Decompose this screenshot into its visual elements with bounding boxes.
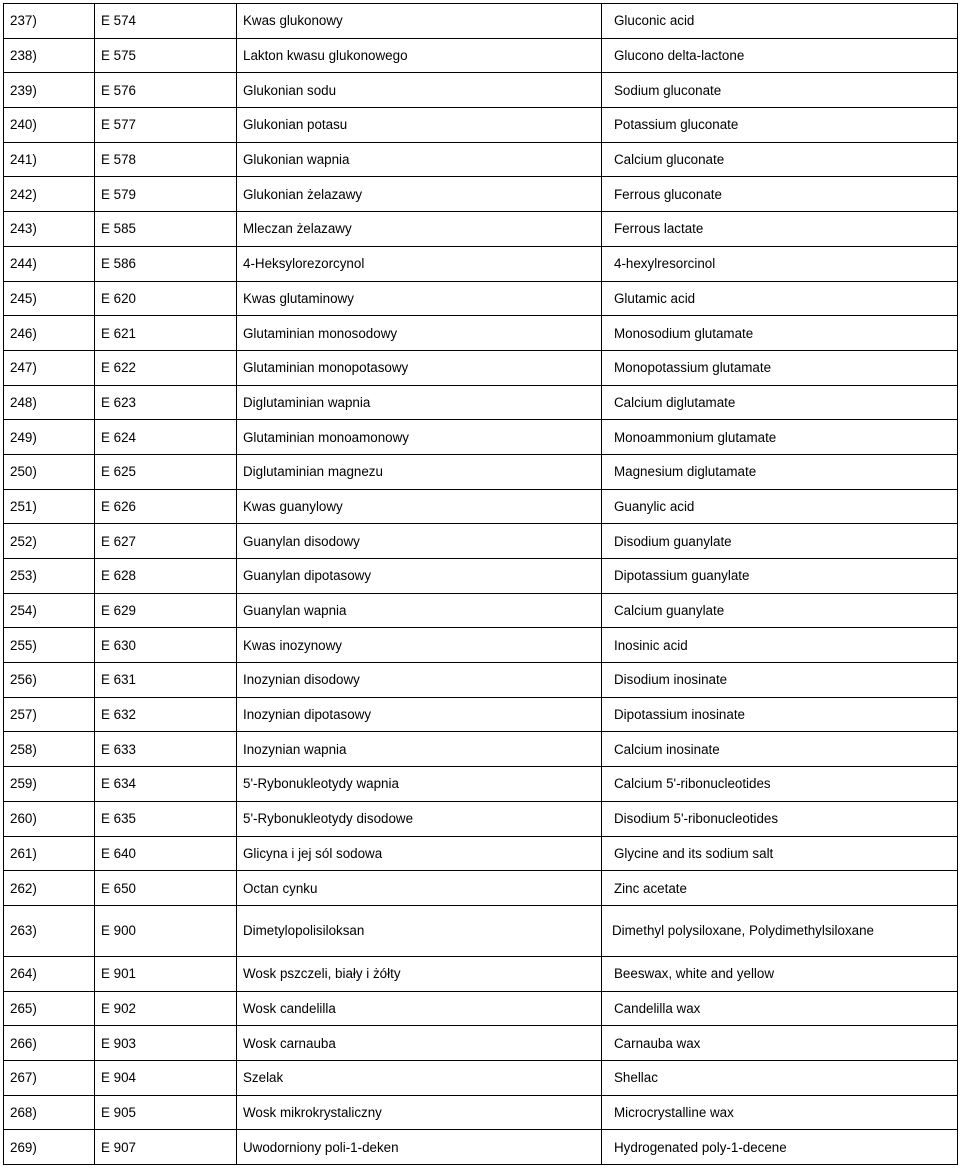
- e-number: E 579: [95, 177, 237, 212]
- additives-table-body: [4, 4, 958, 1165]
- english-name: Inosinic acid: [602, 628, 958, 663]
- english-name: Hydrogenated poly-1-decene: [602, 1130, 958, 1165]
- row-number: 245): [4, 281, 95, 316]
- table-row: [4, 108, 958, 143]
- table-row: [4, 991, 958, 1026]
- polish-name: Wosk pszczeli, biały i żółty: [237, 956, 602, 991]
- row-number: 247): [4, 350, 95, 385]
- polish-name: Glicyna i jej sól sodowa: [237, 836, 602, 871]
- polish-name: Wosk mikrokrystaliczny: [237, 1095, 602, 1130]
- english-name: Guanylic acid: [602, 489, 958, 524]
- polish-name: Kwas glutaminowy: [237, 281, 602, 316]
- row-number: 254): [4, 593, 95, 628]
- e-number: E 907: [95, 1130, 237, 1165]
- row-number: 268): [4, 1095, 95, 1130]
- e-number: E 574: [95, 4, 237, 39]
- row-number: 240): [4, 108, 95, 143]
- row-number: 253): [4, 559, 95, 594]
- polish-name: Glutaminian monopotasowy: [237, 350, 602, 385]
- table-row: [4, 350, 958, 385]
- e-number: E 577: [95, 108, 237, 143]
- english-name: Gluconic acid: [602, 4, 958, 39]
- row-number: 259): [4, 767, 95, 802]
- e-number: E 621: [95, 316, 237, 351]
- polish-name: Guanylan disodowy: [237, 524, 602, 559]
- polish-name: 5'-Rybonukleotydy disodowe: [237, 801, 602, 836]
- e-number: E 631: [95, 663, 237, 698]
- polish-name: Glutaminian monosodowy: [237, 316, 602, 351]
- polish-name: Diglutaminian magnezu: [237, 454, 602, 489]
- e-number: E 629: [95, 593, 237, 628]
- e-number: E 576: [95, 73, 237, 108]
- english-name: Monopotassium glutamate: [602, 350, 958, 385]
- polish-name: 5'-Rybonukleotydy wapnia: [237, 767, 602, 802]
- row-number: 243): [4, 212, 95, 247]
- row-number: 258): [4, 732, 95, 767]
- english-name: Ferrous lactate: [602, 212, 958, 247]
- table-row: [4, 593, 958, 628]
- row-number: 241): [4, 142, 95, 177]
- table-row: [4, 212, 958, 247]
- e-number: E 905: [95, 1095, 237, 1130]
- e-number: E 650: [95, 871, 237, 906]
- e-number: E 626: [95, 489, 237, 524]
- table-row: [4, 956, 958, 991]
- row-number: 239): [4, 73, 95, 108]
- table-row: [4, 663, 958, 698]
- polish-name: Guanylan wapnia: [237, 593, 602, 628]
- table-row: [4, 1130, 958, 1165]
- row-number: 246): [4, 316, 95, 351]
- e-number: E 630: [95, 628, 237, 663]
- e-number: E 585: [95, 212, 237, 247]
- table-row: [4, 524, 958, 559]
- english-name: Dipotassium guanylate: [602, 559, 958, 594]
- polish-name: Glukonian wapnia: [237, 142, 602, 177]
- row-number: 266): [4, 1026, 95, 1061]
- table-row: [4, 1026, 958, 1061]
- polish-name: Diglutaminian wapnia: [237, 385, 602, 420]
- table-row: [4, 385, 958, 420]
- polish-name: Mleczan żelazawy: [237, 212, 602, 247]
- e-number: E 640: [95, 836, 237, 871]
- e-number: E 900: [95, 905, 237, 956]
- english-name: Glucono delta-lactone: [602, 38, 958, 73]
- e-number: E 628: [95, 559, 237, 594]
- row-number: 237): [4, 4, 95, 39]
- row-number: 260): [4, 801, 95, 836]
- english-name: Disodium 5'-ribonucleotides: [602, 801, 958, 836]
- polish-name: 4-Heksylorezorcynol: [237, 246, 602, 281]
- table-row: [4, 142, 958, 177]
- table-row: [4, 697, 958, 732]
- table-row: [4, 246, 958, 281]
- polish-name: Kwas glukonowy: [237, 4, 602, 39]
- polish-name: Glukonian żelazawy: [237, 177, 602, 212]
- polish-name: Kwas inozynowy: [237, 628, 602, 663]
- english-name: 4-hexylresorcinol: [602, 246, 958, 281]
- polish-name: Wosk candelilla: [237, 991, 602, 1026]
- e-number: E 624: [95, 420, 237, 455]
- polish-name: Inozynian wapnia: [237, 732, 602, 767]
- row-number: 262): [4, 871, 95, 906]
- table-row: [4, 38, 958, 73]
- english-name: Monosodium glutamate: [602, 316, 958, 351]
- polish-name: Inozynian disodowy: [237, 663, 602, 698]
- e-number: E 622: [95, 350, 237, 385]
- row-number: 238): [4, 38, 95, 73]
- e-number: E 575: [95, 38, 237, 73]
- row-number: 248): [4, 385, 95, 420]
- polish-name: Octan cynku: [237, 871, 602, 906]
- english-name: Calcium 5'-ribonucleotides: [602, 767, 958, 802]
- e-number: E 632: [95, 697, 237, 732]
- polish-name: Glutaminian monoamonowy: [237, 420, 602, 455]
- e-number: E 627: [95, 524, 237, 559]
- polish-name: Glukonian sodu: [237, 73, 602, 108]
- english-name: Disodium guanylate: [602, 524, 958, 559]
- table-row: [4, 767, 958, 802]
- english-name: Calcium guanylate: [602, 593, 958, 628]
- english-name: Glutamic acid: [602, 281, 958, 316]
- table-row: [4, 836, 958, 871]
- row-number: 263): [4, 905, 95, 956]
- table-row: [4, 905, 958, 956]
- e-number: E 578: [95, 142, 237, 177]
- english-name: Carnauba wax: [602, 1026, 958, 1061]
- row-number: 264): [4, 956, 95, 991]
- row-number: 256): [4, 663, 95, 698]
- english-name: Ferrous gluconate: [602, 177, 958, 212]
- table-row: [4, 1060, 958, 1095]
- e-number: E 625: [95, 454, 237, 489]
- e-number: E 902: [95, 991, 237, 1026]
- polish-name: Wosk carnauba: [237, 1026, 602, 1061]
- row-number: 257): [4, 697, 95, 732]
- english-name: Beeswax, white and yellow: [602, 956, 958, 991]
- table-row: [4, 316, 958, 351]
- row-number: 267): [4, 1060, 95, 1095]
- polish-name: Inozynian dipotasowy: [237, 697, 602, 732]
- row-number: 252): [4, 524, 95, 559]
- polish-name: Dimetylopolisiloksan: [237, 905, 602, 956]
- table-row: [4, 454, 958, 489]
- row-number: 242): [4, 177, 95, 212]
- english-name: Zinc acetate: [602, 871, 958, 906]
- e-number: E 635: [95, 801, 237, 836]
- english-name: Potassium gluconate: [602, 108, 958, 143]
- row-number: 251): [4, 489, 95, 524]
- english-name: Calcium gluconate: [602, 142, 958, 177]
- row-number: 269): [4, 1130, 95, 1165]
- e-number: E 586: [95, 246, 237, 281]
- row-number: 261): [4, 836, 95, 871]
- e-number: E 633: [95, 732, 237, 767]
- polish-name: Guanylan dipotasowy: [237, 559, 602, 594]
- english-name: Candelilla wax: [602, 991, 958, 1026]
- english-name: Glycine and its sodium salt: [602, 836, 958, 871]
- table-row: [4, 871, 958, 906]
- table-row: [4, 732, 958, 767]
- e-number: E 620: [95, 281, 237, 316]
- e-number: E 904: [95, 1060, 237, 1095]
- table-row: [4, 177, 958, 212]
- english-name: Microcrystalline wax: [602, 1095, 958, 1130]
- table-row: [4, 281, 958, 316]
- english-name: Dipotassium inosinate: [602, 697, 958, 732]
- polish-name: Kwas guanylowy: [237, 489, 602, 524]
- row-number: 255): [4, 628, 95, 663]
- table-row: [4, 1095, 958, 1130]
- e-number: E 634: [95, 767, 237, 802]
- english-name: Dimethyl polysiloxane, Polydimethylsiloxane: [602, 905, 958, 956]
- e-number: E 623: [95, 385, 237, 420]
- english-name: Calcium diglutamate: [602, 385, 958, 420]
- english-name: Calcium inosinate: [602, 732, 958, 767]
- table-row: [4, 73, 958, 108]
- table-row: [4, 559, 958, 594]
- row-number: 250): [4, 454, 95, 489]
- e-number: E 901: [95, 956, 237, 991]
- e-number: E 903: [95, 1026, 237, 1061]
- additives-table: [3, 3, 958, 1165]
- table-row: [4, 420, 958, 455]
- english-name: Disodium inosinate: [602, 663, 958, 698]
- polish-name: Glukonian potasu: [237, 108, 602, 143]
- table-row: [4, 801, 958, 836]
- table-row: [4, 4, 958, 39]
- table-row: [4, 628, 958, 663]
- english-name: Sodium gluconate: [602, 73, 958, 108]
- row-number: 265): [4, 991, 95, 1026]
- polish-name: Szelak: [237, 1060, 602, 1095]
- english-name: Magnesium diglutamate: [602, 454, 958, 489]
- english-name: Shellac: [602, 1060, 958, 1095]
- row-number: 244): [4, 246, 95, 281]
- polish-name: Uwodorniony poli-1-deken: [237, 1130, 602, 1165]
- polish-name: Lakton kwasu glukonowego: [237, 38, 602, 73]
- row-number: 249): [4, 420, 95, 455]
- table-row: [4, 489, 958, 524]
- english-name: Monoammonium glutamate: [602, 420, 958, 455]
